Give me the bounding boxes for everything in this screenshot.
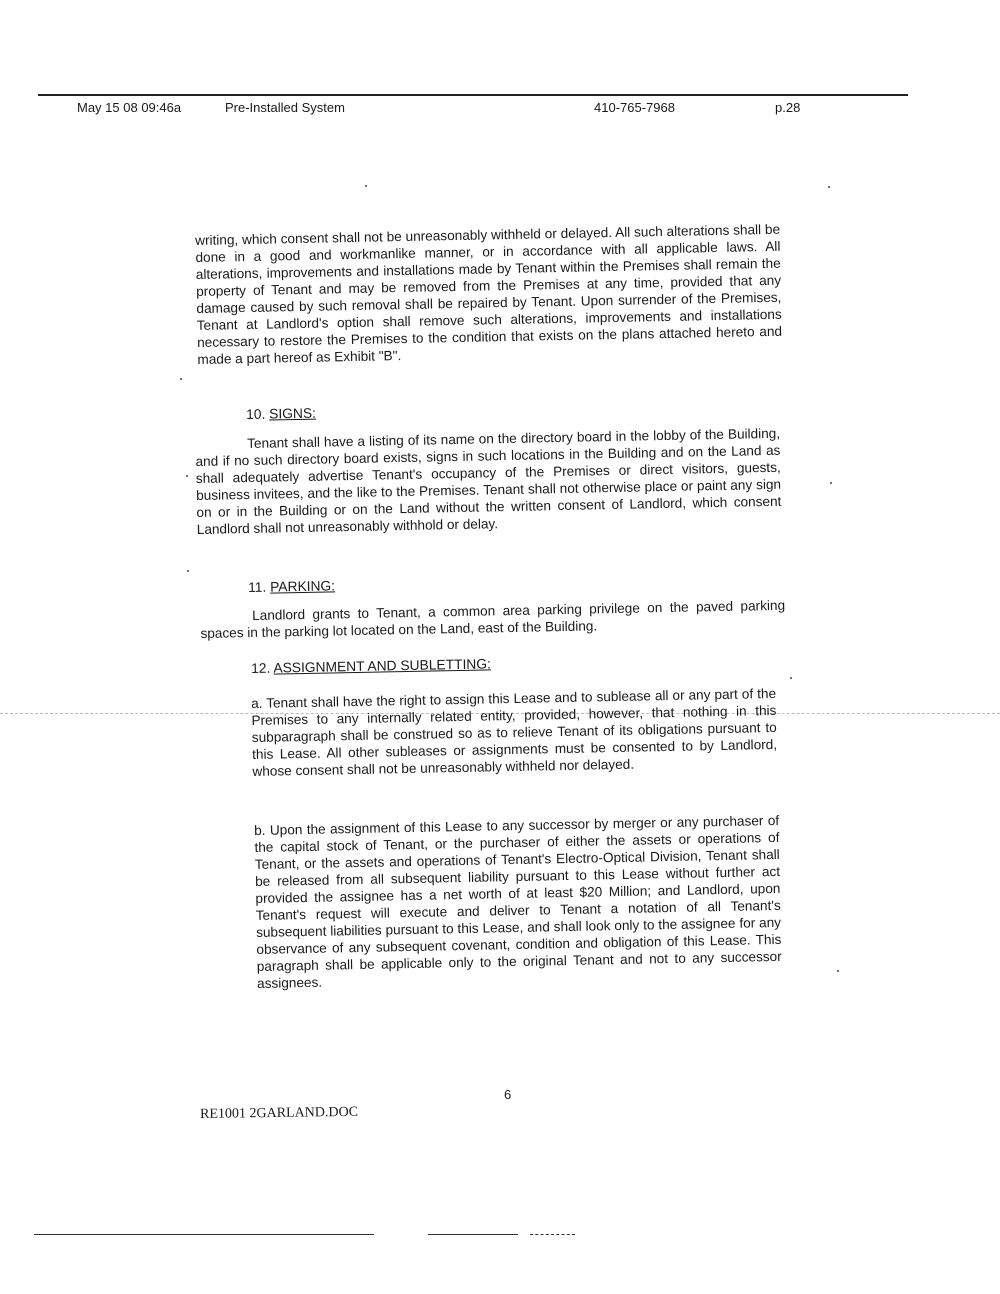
fax-sender: Pre-Installed System	[225, 100, 345, 115]
section-heading-signs	[246, 406, 316, 422]
assignment-paragraph-b: b. Upon the assignment of this Lease to any successor by merger or any purchaser of the capital stock of Tenant, or the purchaser of either the assets or operations of Tenant, or the assets and operations of Tenant's Electro-Optical Division, Tenant shall be released from all subsequent liability pursuant to this Lease without further act provided the assignee has a net worth of at least $20 Million; and Landlord, upon Tenant's request will execute and deliver to Tenant a notation of all Tenant's subsequent liabilities pursuant to this Lease, and shall look only to the assignee for any observance of any subsequent covenant, condition and obligation of this Lease. This paragraph shall be applicable only to the original Tenant and not to any successor assignees.	[254, 812, 782, 991]
fax-page-number: p.28	[775, 100, 801, 115]
section-title: PARKING:	[269, 578, 336, 595]
section-heading-assignment	[251, 656, 491, 676]
scan-speck	[187, 570, 189, 572]
page-number: 6	[504, 1087, 512, 1102]
section-heading-parking	[248, 578, 335, 595]
assignment-paragraph-a: a. Tenant shall have the right to assign this Lease and to sublease all or any part of the Premises to any internally related entity, provided, however, that nothing in this subparagraph shall be construed so as to relieve Tenant of its obligations pursuant to this Lease. All other subleases or assignments must be consented to by Landlord, whose consent shall not be unreasonably withheld nor delayed.	[251, 685, 778, 779]
continued-paragraph: writing, which consent shall not be unreasonably withheld or delayed. All such alterations shall be done in a good and workmanlike manner, or in accordance with all applicable laws. All alterations, improvements and installations made by Tenant within the Premises shall remain the property of Tenant and may be removed from the Premises at any time, provided that any damage caused by such removal shall be repaired by Tenant. Upon surrender of the Premises, Tenant at Landlord's option shall remove such alterations, improvements and installations necessary to restore the Premises to the condition that exists on the plans attached hereto and made a part hereof as Exhibit "B".	[195, 221, 783, 367]
section-number: 12.	[251, 660, 271, 676]
scan-speck	[828, 186, 830, 188]
parking-paragraph: Landlord grants to Tenant, a common area parking privilege on the paved parking spaces in the parking lot located on the Land, east of the Building.	[200, 597, 786, 641]
section-number: 11.	[248, 579, 267, 595]
scan-speck	[837, 970, 839, 972]
document-id: RE1001 2GARLAND.DOC	[200, 1104, 359, 1122]
signs-paragraph: Tenant shall have a listing of its name on the directory board in the lobby of the Building, and if no such directory board exists, signs in such locations in the Building and on the Land as shall adequately advertise Tenant's occupancy of the Premises or direct visitors, guests, business invitees, and the like to the Premises. Tenant shall not otherwise place or paint any sign on or in the Building or on the Land without the written consent of Landlord, which consent Landlord shall not unreasonably withhold or delay.	[195, 425, 782, 537]
scan-speck	[830, 482, 832, 484]
fax-header-rule	[38, 94, 908, 96]
fax-date: May 15 08 09:46a	[77, 100, 182, 115]
scan-speck	[365, 185, 367, 187]
scan-speck	[186, 475, 188, 477]
section-title: ASSIGNMENT AND SUBLETTING:	[273, 656, 491, 676]
section-number: 10.	[246, 406, 266, 422]
scan-speck	[790, 677, 792, 679]
footer-rule	[428, 1234, 518, 1235]
section-title: SIGNS:	[269, 405, 317, 422]
footer-rule	[34, 1234, 374, 1235]
fax-header	[0, 100, 1000, 120]
footer-rule	[530, 1234, 575, 1235]
scan-speck	[180, 378, 182, 380]
fax-phone-number: 410-765-7968	[594, 100, 675, 115]
